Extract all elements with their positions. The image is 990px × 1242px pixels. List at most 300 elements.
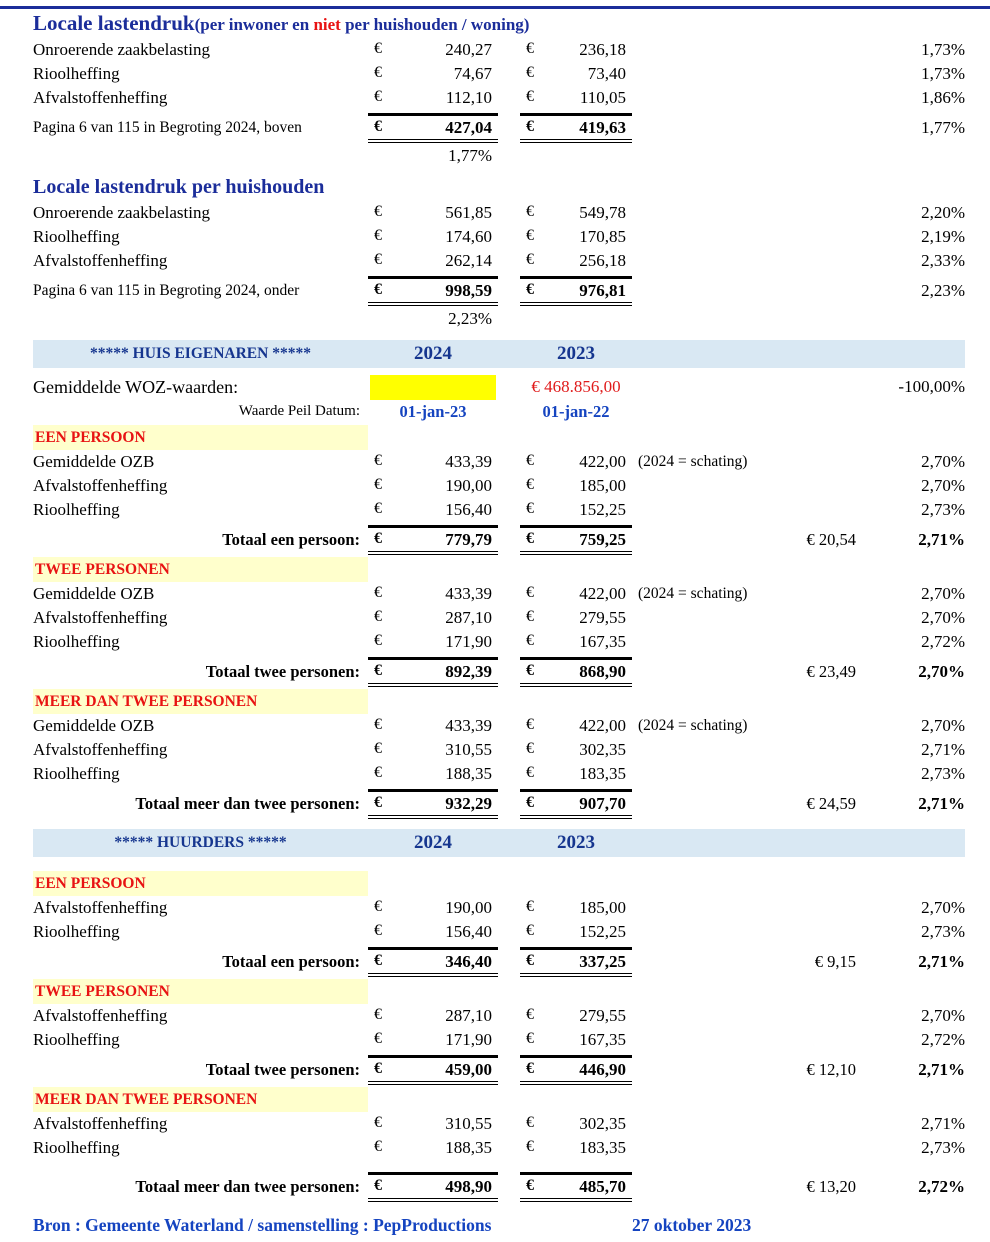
euro-sign: € xyxy=(526,1138,534,1155)
row-label: Afvalstoffenheffing xyxy=(33,1114,168,1133)
diff xyxy=(780,291,858,292)
euro-sign: € xyxy=(526,500,534,517)
total-label: Totaal een persoon: xyxy=(222,530,360,549)
total-label: Totaal meer dan twee personen: xyxy=(135,794,360,813)
table-row xyxy=(33,582,965,606)
group-header-row xyxy=(33,871,965,896)
amount-2023 xyxy=(520,922,632,942)
amount-2023 xyxy=(520,40,632,60)
total-percent: 2,72% xyxy=(918,1177,965,1196)
amount-2024 xyxy=(368,608,498,628)
euro-sign: € xyxy=(374,584,382,601)
spacer xyxy=(498,411,520,412)
row-label: Rioolheffing xyxy=(33,764,120,783)
spacer xyxy=(498,1124,520,1125)
group-header: MEER DAN TWEE PERSONEN xyxy=(33,1087,368,1112)
group-header-row xyxy=(33,979,965,1004)
total-value-2023: 976,81 xyxy=(579,281,626,300)
total-label: Totaal twee personen: xyxy=(205,662,360,681)
table-row xyxy=(33,1112,965,1136)
diff xyxy=(780,387,858,388)
spacer xyxy=(858,354,965,355)
spacer xyxy=(498,98,520,99)
amount-2024 xyxy=(368,922,498,942)
note xyxy=(632,291,780,292)
percent-change: 2,70% xyxy=(921,452,965,471)
section-heading-huishouden: Locale lastendruk per huishouden xyxy=(33,176,325,198)
total-amount-2024 xyxy=(368,1055,498,1085)
row-label: Gemiddelde OZB xyxy=(33,452,155,471)
spacer xyxy=(498,1040,520,1041)
euro-sign: € xyxy=(526,1006,534,1023)
euro-sign: € xyxy=(374,227,382,244)
spacer xyxy=(498,1187,520,1188)
diff xyxy=(780,618,858,619)
value-2024: 112,10 xyxy=(445,88,492,107)
row-label: Afvalstoffenheffing xyxy=(33,740,168,759)
estimate-note: (2024 = schating) xyxy=(638,453,748,470)
diff xyxy=(780,486,858,487)
amount-2023 xyxy=(520,716,632,736)
total-value-2024: 998,59 xyxy=(445,281,492,300)
amount-2024 xyxy=(368,1006,498,1026)
euro-sign: € xyxy=(374,1177,382,1194)
percent-change: 2,70% xyxy=(921,584,965,603)
value-2023: 302,35 xyxy=(579,740,626,759)
value-2024: 171,90 xyxy=(445,632,492,651)
total-diff: € 12,10 xyxy=(806,1060,856,1079)
percent-change: 1,73% xyxy=(921,64,965,83)
euro-sign: € xyxy=(526,476,534,493)
euro-sign: € xyxy=(374,662,382,679)
column-header-2024: 2024 xyxy=(414,343,452,364)
spacer xyxy=(498,774,520,775)
spacer xyxy=(498,128,520,129)
amount-2023 xyxy=(520,1114,632,1134)
total-row xyxy=(33,789,965,819)
table-row xyxy=(33,738,965,762)
band-title: ***** HUIS EIGENAREN ***** xyxy=(90,345,311,362)
euro-sign: € xyxy=(374,764,382,781)
euro-sign: € xyxy=(374,632,382,649)
table-row xyxy=(33,498,965,522)
total-amount-2024 xyxy=(368,1172,498,1202)
percent-change: 2,72% xyxy=(921,632,965,651)
table-row xyxy=(33,86,965,110)
spacer xyxy=(498,726,520,727)
amount-2023 xyxy=(520,251,632,271)
total-value-2024: 459,00 xyxy=(445,1060,492,1079)
spacer xyxy=(498,540,520,541)
amount-2024 xyxy=(368,88,498,108)
footer xyxy=(33,1212,965,1238)
spacer xyxy=(498,510,520,511)
percent-change: 2,72% xyxy=(921,1030,965,1049)
note xyxy=(632,1148,780,1149)
table-row xyxy=(33,62,965,86)
euro-sign: € xyxy=(526,1114,534,1131)
section-heading-inwoner xyxy=(33,11,965,38)
total-value-2023: 419,63 xyxy=(579,118,626,137)
table-row xyxy=(33,201,965,225)
total-percent: 2,70% xyxy=(918,662,965,681)
value-2024: 287,10 xyxy=(445,608,492,627)
euro-sign: € xyxy=(374,476,382,493)
percent-change: 2,73% xyxy=(921,764,965,783)
percent-change: 2,33% xyxy=(921,251,965,270)
value-2023: 183,35 xyxy=(579,764,626,783)
spacer xyxy=(498,908,520,909)
amount-2023 xyxy=(520,898,632,918)
value-2023: 236,18 xyxy=(579,40,626,59)
diff xyxy=(780,594,858,595)
euro-sign: € xyxy=(526,794,534,811)
value-2024: 188,35 xyxy=(445,1138,492,1157)
total-row xyxy=(33,1055,965,1085)
note xyxy=(632,1040,780,1041)
peildatum-label: Waarde Peil Datum: xyxy=(238,403,360,419)
row-label: Gemiddelde OZB xyxy=(33,716,155,735)
euro-sign: € xyxy=(374,740,382,757)
spacer xyxy=(858,411,965,412)
diff xyxy=(780,50,858,51)
value-2023: 167,35 xyxy=(579,632,626,651)
amount-2023 xyxy=(520,500,632,520)
euro-sign: € xyxy=(526,251,534,268)
spacer xyxy=(498,462,520,463)
total-label: Pagina 6 van 115 in Begroting 2024, boven xyxy=(33,119,302,136)
percent-change: 1,73% xyxy=(921,40,965,59)
diff xyxy=(780,908,858,909)
row-label: Onroerende zaakbelasting xyxy=(33,203,210,222)
total-label: Totaal een persoon: xyxy=(222,952,360,971)
percent-change: 2,71% xyxy=(921,740,965,759)
euro-sign: € xyxy=(526,40,534,57)
sub-percent: 2,23% xyxy=(448,309,492,328)
note xyxy=(632,510,780,511)
total-diff: € 20,54 xyxy=(806,530,856,549)
euro-sign: € xyxy=(374,608,382,625)
euro-sign: € xyxy=(526,227,534,244)
amount-2023 xyxy=(520,632,632,652)
total-amount-2024 xyxy=(368,113,498,143)
table-row xyxy=(33,450,965,474)
band-huurders xyxy=(33,829,965,857)
spacer xyxy=(498,804,520,805)
value-2023: 152,25 xyxy=(579,922,626,941)
value-2024: 561,85 xyxy=(445,203,492,222)
euro-sign: € xyxy=(374,1030,382,1047)
euro-sign: € xyxy=(526,584,534,601)
spacer xyxy=(498,486,520,487)
total-diff: € 9,15 xyxy=(814,952,856,971)
total-amount-2023 xyxy=(520,276,632,306)
spacer xyxy=(498,387,520,388)
table-row xyxy=(33,630,965,654)
value-2024: 190,00 xyxy=(445,476,492,495)
value-2023: 549,78 xyxy=(579,203,626,222)
euro-sign: € xyxy=(526,281,534,298)
euro-sign: € xyxy=(374,716,382,733)
woz-row xyxy=(33,374,965,400)
euro-sign: € xyxy=(526,662,534,679)
euro-sign: € xyxy=(374,452,382,469)
total-value-2024: 346,40 xyxy=(445,952,492,971)
percent-change: -100,00% xyxy=(898,377,965,396)
value-2024: 310,55 xyxy=(445,740,492,759)
note xyxy=(632,618,780,619)
euro-sign: € xyxy=(526,1177,534,1194)
spacer xyxy=(858,843,965,844)
page-title: Locale lastendruk xyxy=(33,11,195,35)
table-row xyxy=(33,714,965,738)
total-amount-2023 xyxy=(520,525,632,555)
sub-percent-row xyxy=(33,308,965,330)
euro-sign: € xyxy=(374,898,382,915)
page-subtitle-post: per huishouden / woning) xyxy=(340,15,530,34)
value-2024: 287,10 xyxy=(445,1006,492,1025)
table-row xyxy=(33,38,965,62)
amount-2023 xyxy=(520,764,632,784)
euro-sign: € xyxy=(374,88,382,105)
amount-2024 xyxy=(368,1114,498,1134)
percent-change: 2,70% xyxy=(921,898,965,917)
euro-sign: € xyxy=(374,794,382,811)
spacer xyxy=(498,642,520,643)
value-2023: 73,40 xyxy=(587,64,626,83)
value-2024: 174,60 xyxy=(445,227,492,246)
note xyxy=(632,213,780,214)
spacer xyxy=(498,618,520,619)
percent-change: 2,70% xyxy=(921,608,965,627)
diff xyxy=(780,726,858,727)
amount-2024 xyxy=(368,476,498,496)
value-2024: 433,39 xyxy=(445,716,492,735)
row-label: Afvalstoffenheffing xyxy=(33,608,168,627)
diff xyxy=(780,642,858,643)
note xyxy=(632,1016,780,1017)
row-label: Afvalstoffenheffing xyxy=(33,476,168,495)
amount-2024 xyxy=(368,203,498,223)
total-percent: 2,71% xyxy=(918,1060,965,1079)
euro-sign: € xyxy=(526,1060,534,1077)
total-percent: 2,71% xyxy=(918,530,965,549)
note xyxy=(632,50,780,51)
diff xyxy=(780,1016,858,1017)
row-label: Gemiddelde OZB xyxy=(33,584,155,603)
percent-change: 2,70% xyxy=(921,1006,965,1025)
value-2024: 240,27 xyxy=(445,40,492,59)
table-row xyxy=(33,249,965,273)
value-2023: 279,55 xyxy=(579,608,626,627)
diff xyxy=(780,750,858,751)
amount-2024 xyxy=(368,898,498,918)
woz-label: Gemiddelde WOZ-waarden: xyxy=(33,376,239,397)
row-label: Rioolheffing xyxy=(33,64,120,83)
row-label: Afvalstoffenheffing xyxy=(33,88,168,107)
euro-sign: € xyxy=(526,764,534,781)
table-row xyxy=(33,1028,965,1052)
amount-2023 xyxy=(520,1138,632,1158)
euro-sign: € xyxy=(374,281,382,298)
diff xyxy=(780,1148,858,1149)
amount-2023 xyxy=(520,227,632,247)
euro-sign: € xyxy=(374,1138,382,1155)
amount-2023 xyxy=(520,88,632,108)
spacer xyxy=(632,354,780,355)
euro-sign: € xyxy=(526,716,534,733)
total-row xyxy=(33,657,965,687)
euro-sign: € xyxy=(526,530,534,547)
total-label: Pagina 6 van 115 in Begroting 2024, onder xyxy=(33,282,300,299)
spacer xyxy=(780,354,858,355)
column-header-2023: 2023 xyxy=(557,832,595,853)
amount-2023 xyxy=(520,584,632,604)
spacer xyxy=(498,74,520,75)
spacer xyxy=(498,750,520,751)
total-value-2024: 427,04 xyxy=(445,118,492,137)
amount-2024 xyxy=(368,64,498,84)
band-title: ***** HUURDERS ***** xyxy=(114,834,287,851)
group-header-row xyxy=(33,557,965,582)
row-label: Rioolheffing xyxy=(33,922,120,941)
total-value-2023: 337,25 xyxy=(579,952,626,971)
percent-change: 2,70% xyxy=(921,476,965,495)
value-2023: 302,35 xyxy=(579,1114,626,1133)
group-header: TWEE PERSONEN xyxy=(33,979,368,1004)
row-label: Onroerende zaakbelasting xyxy=(33,40,210,59)
value-2024: 188,35 xyxy=(445,764,492,783)
total-amount-2023 xyxy=(520,1055,632,1085)
value-2024: 171,90 xyxy=(445,1030,492,1049)
sub-percent-row xyxy=(33,145,965,167)
note xyxy=(632,642,780,643)
percent-change: 2,70% xyxy=(921,716,965,735)
group-header: EEN PERSOON xyxy=(33,425,368,450)
note xyxy=(632,804,780,805)
spacer xyxy=(498,594,520,595)
euro-sign: € xyxy=(374,530,382,547)
group-header: MEER DAN TWEE PERSONEN xyxy=(33,689,368,714)
sub-percent: 1,77% xyxy=(448,146,492,165)
group-header: TWEE PERSONEN xyxy=(33,557,368,582)
group-header: EEN PERSOON xyxy=(33,871,368,896)
diff xyxy=(780,510,858,511)
euro-sign: € xyxy=(526,64,534,81)
table-row xyxy=(33,1136,965,1160)
value-2024: 156,40 xyxy=(445,500,492,519)
note xyxy=(632,486,780,487)
value-2023: 185,00 xyxy=(579,898,626,917)
note xyxy=(632,261,780,262)
value-2023: 152,25 xyxy=(579,500,626,519)
table-row xyxy=(33,1004,965,1028)
total-amount-2024 xyxy=(368,947,498,977)
total-percent: 2,71% xyxy=(918,794,965,813)
total-value-2023: 446,90 xyxy=(579,1060,626,1079)
value-2023: 167,35 xyxy=(579,1030,626,1049)
total-amount-2023 xyxy=(520,113,632,143)
column-header-2023: 2023 xyxy=(557,343,595,364)
note xyxy=(632,237,780,238)
row-label: Rioolheffing xyxy=(33,500,120,519)
total-value-2023: 868,90 xyxy=(579,662,626,681)
euro-sign: € xyxy=(526,740,534,757)
spacer xyxy=(498,261,520,262)
footer-date: 27 oktober 2023 xyxy=(632,1214,752,1235)
amount-2023 xyxy=(520,1030,632,1050)
spreadsheet-page xyxy=(0,11,990,1238)
total-value-2023: 907,70 xyxy=(579,794,626,813)
amount-2024 xyxy=(368,227,498,247)
total-value-2024: 779,79 xyxy=(445,530,492,549)
euro-sign: € xyxy=(526,118,534,135)
total-amount-2024 xyxy=(368,525,498,555)
euro-sign: € xyxy=(526,952,534,969)
group-header-row xyxy=(33,425,965,450)
group-header-row xyxy=(33,689,965,714)
total-row xyxy=(33,276,965,306)
note xyxy=(632,774,780,775)
total-amount-2023 xyxy=(520,657,632,687)
note xyxy=(632,962,780,963)
spacer xyxy=(498,213,520,214)
spacer xyxy=(780,843,858,844)
total-value-2023: 485,70 xyxy=(579,1177,626,1196)
woz-value-2023: € 468.856,00 xyxy=(531,377,621,396)
amount-2023 xyxy=(520,1006,632,1026)
total-row xyxy=(33,947,965,977)
amount-2024 xyxy=(368,764,498,784)
note xyxy=(632,932,780,933)
diff xyxy=(780,237,858,238)
estimate-note: (2024 = schating) xyxy=(638,717,748,734)
amount-2024 xyxy=(368,716,498,736)
row-label: Rioolheffing xyxy=(33,632,120,651)
euro-sign: € xyxy=(526,898,534,915)
total-amount-2023 xyxy=(520,789,632,819)
note xyxy=(632,387,780,388)
total-amount-2023 xyxy=(520,1172,632,1202)
total-diff: € 23,49 xyxy=(806,662,856,681)
note xyxy=(632,750,780,751)
diff xyxy=(780,128,858,129)
top-divider xyxy=(0,6,990,9)
page-subtitle-niet: niet xyxy=(313,15,341,34)
euro-sign: € xyxy=(526,1030,534,1047)
value-2023: 170,85 xyxy=(579,227,626,246)
total-value-2024: 932,29 xyxy=(445,794,492,813)
table-row xyxy=(33,762,965,786)
amount-2024 xyxy=(368,40,498,60)
diff xyxy=(780,1124,858,1125)
table-row xyxy=(33,474,965,498)
value-2023: 185,00 xyxy=(579,476,626,495)
total-percent: 2,71% xyxy=(918,952,965,971)
note xyxy=(632,128,780,129)
value-2024: 156,40 xyxy=(445,922,492,941)
value-2023: 279,55 xyxy=(579,1006,626,1025)
total-row xyxy=(33,113,965,143)
amount-2023 xyxy=(520,476,632,496)
value-2024: 262,14 xyxy=(445,251,492,270)
total-amount-2024 xyxy=(368,657,498,687)
diff xyxy=(780,74,858,75)
band-huis-eigenaren xyxy=(33,340,965,368)
spacer xyxy=(498,1016,520,1017)
table-row xyxy=(33,896,965,920)
row-label: Rioolheffing xyxy=(33,1138,120,1157)
